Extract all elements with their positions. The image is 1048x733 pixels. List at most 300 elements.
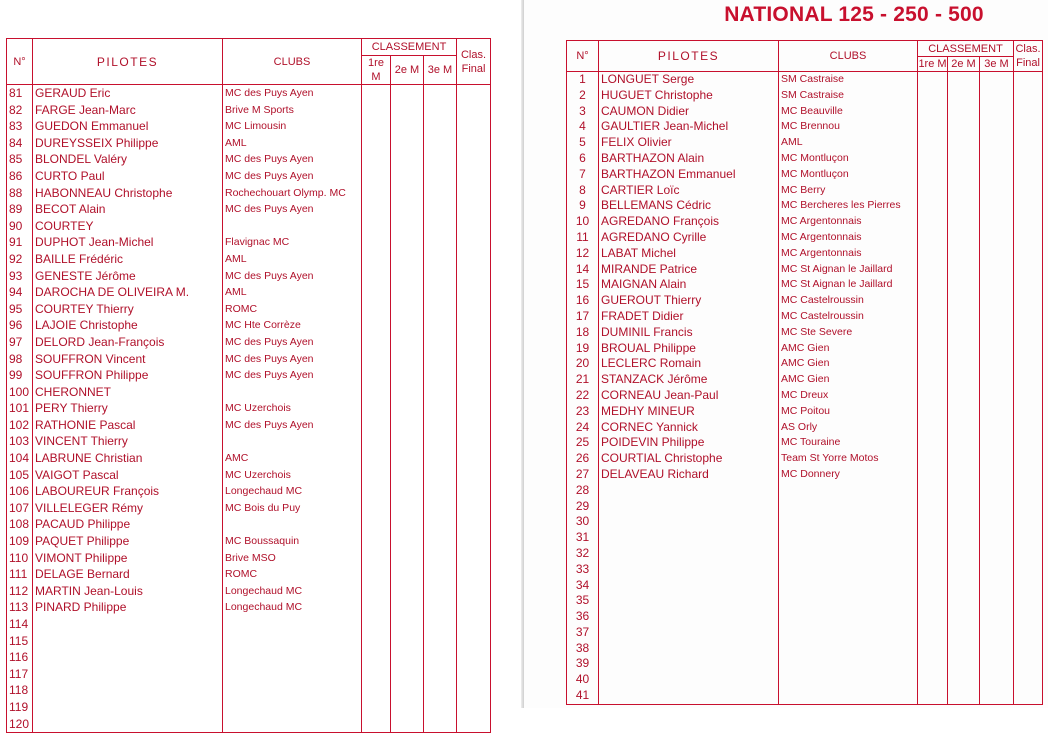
result-2e-m (948, 499, 980, 515)
table-row (7, 483, 491, 500)
result-3e-m (424, 649, 457, 666)
pilot-name (599, 641, 779, 657)
result-1re-m (918, 435, 948, 451)
header-m3: 3e M (424, 56, 457, 85)
table-row (7, 201, 491, 218)
row-number: 104 (7, 450, 33, 467)
result-1re-m (362, 583, 391, 600)
pilot-name (33, 616, 223, 633)
result-2e-m (391, 500, 424, 517)
result-3e-m (980, 688, 1014, 704)
club-name (223, 616, 362, 633)
club-name (779, 593, 918, 609)
result-2e-m (391, 682, 424, 699)
table-row (7, 616, 491, 633)
result-2e-m (391, 118, 424, 135)
result-3e-m (980, 641, 1014, 657)
result-2e-m (948, 151, 980, 167)
result-final (1014, 183, 1043, 199)
result-2e-m (391, 251, 424, 268)
pilot-name: CORNEAU Jean-Paul (599, 388, 779, 404)
row-number: 82 (7, 102, 33, 119)
result-3e-m (980, 578, 1014, 594)
result-1re-m (918, 151, 948, 167)
row-number: 20 (567, 356, 599, 372)
result-1re-m (362, 433, 391, 450)
club-name: AMC Gien (779, 341, 918, 357)
table-row (7, 102, 491, 119)
pilot-name (33, 716, 223, 733)
result-2e-m (948, 609, 980, 625)
result-final (1014, 167, 1043, 183)
result-1re-m (918, 214, 948, 230)
result-1re-m (918, 198, 948, 214)
result-1re-m (918, 88, 948, 104)
row-number: 100 (7, 384, 33, 401)
result-1re-m (918, 499, 948, 515)
right-results-table (566, 40, 1043, 705)
pilot-name: DUPHOT Jean-Michel (33, 234, 223, 251)
result-1re-m (362, 467, 391, 484)
result-2e-m (391, 384, 424, 401)
row-number: 3 (567, 104, 599, 120)
result-1re-m (918, 104, 948, 120)
result-1re-m (362, 633, 391, 650)
result-1re-m (918, 593, 948, 609)
result-final (1014, 72, 1043, 88)
result-final (457, 417, 491, 434)
row-number: 116 (7, 649, 33, 666)
header-clas-final (1014, 41, 1043, 72)
club-name (779, 625, 918, 641)
table-row (567, 593, 1043, 609)
result-final (457, 716, 491, 733)
result-3e-m (424, 85, 457, 102)
result-2e-m (948, 546, 980, 562)
result-3e-m (980, 214, 1014, 230)
pilot-name: HUGUET Christophe (599, 88, 779, 104)
result-final (1014, 420, 1043, 436)
result-2e-m (391, 566, 424, 583)
club-name: MC Argentonnais (779, 214, 918, 230)
result-1re-m (362, 218, 391, 235)
result-2e-m (391, 201, 424, 218)
table-row (7, 185, 491, 202)
result-2e-m (391, 234, 424, 251)
result-final (1014, 672, 1043, 688)
club-name: MC Ste Severe (779, 325, 918, 341)
table-row (567, 625, 1043, 641)
table-row (567, 104, 1043, 120)
result-2e-m (391, 85, 424, 102)
pilot-name: AGREDANO Cyrille (599, 230, 779, 246)
row-number: 2 (567, 88, 599, 104)
table-row (7, 500, 491, 517)
row-number: 34 (567, 578, 599, 594)
pilot-name (599, 530, 779, 546)
header-clas-final-line1: Clas. (1015, 43, 1041, 55)
result-final (1014, 372, 1043, 388)
club-name: ROMC (223, 566, 362, 583)
result-2e-m (948, 167, 980, 183)
result-final (1014, 451, 1043, 467)
pilot-name: BECOT Alain (33, 201, 223, 218)
club-name (779, 499, 918, 515)
table-row (567, 230, 1043, 246)
header-clas-final-line2: Final (1016, 57, 1040, 69)
result-final (457, 550, 491, 567)
result-1re-m (918, 356, 948, 372)
row-number: 14 (567, 262, 599, 278)
row-number: 12 (567, 246, 599, 262)
result-3e-m (980, 262, 1014, 278)
result-final (457, 583, 491, 600)
result-1re-m (362, 566, 391, 583)
table-row (567, 420, 1043, 436)
result-3e-m (980, 451, 1014, 467)
row-number: 81 (7, 85, 33, 102)
right-page-title: NATIONAL 125 - 250 - 500 (724, 3, 984, 26)
result-3e-m (980, 467, 1014, 483)
result-3e-m (980, 293, 1014, 309)
club-name: Rochechouart Olymp. MC (223, 185, 362, 202)
result-final (457, 284, 491, 301)
result-2e-m (948, 641, 980, 657)
result-1re-m (918, 420, 948, 436)
table-row (567, 435, 1043, 451)
result-final (457, 467, 491, 484)
row-number: 28 (567, 483, 599, 499)
club-name: SM Castraise (779, 72, 918, 88)
table-row (567, 214, 1043, 230)
result-1re-m (918, 656, 948, 672)
pilot-name: COURTIAL Christophe (599, 451, 779, 467)
result-3e-m (980, 530, 1014, 546)
table-row (567, 609, 1043, 625)
row-number: 22 (567, 388, 599, 404)
table-row (567, 183, 1043, 199)
result-3e-m (424, 218, 457, 235)
result-3e-m (424, 433, 457, 450)
pilot-name: BLONDEL Valéry (33, 151, 223, 168)
club-name: MC Montluçon (779, 167, 918, 183)
row-number: 19 (567, 341, 599, 357)
table-row (7, 334, 491, 351)
club-name: Longechaud MC (223, 483, 362, 500)
club-name: AML (779, 135, 918, 151)
table-row (7, 251, 491, 268)
result-3e-m (980, 119, 1014, 135)
result-3e-m (424, 317, 457, 334)
result-final (1014, 277, 1043, 293)
club-name: MC St Aignan le Jaillard (779, 262, 918, 278)
header-clas-final-line2: Final (461, 62, 486, 75)
result-3e-m (424, 185, 457, 202)
result-3e-m (980, 277, 1014, 293)
result-1re-m (362, 284, 391, 301)
result-2e-m (948, 688, 980, 704)
result-3e-m (980, 341, 1014, 357)
result-2e-m (948, 341, 980, 357)
header-classement: CLASSEMENT (362, 39, 457, 56)
result-final (1014, 656, 1043, 672)
result-3e-m (424, 716, 457, 733)
result-2e-m (948, 183, 980, 199)
result-final (1014, 104, 1043, 120)
row-number: 29 (567, 499, 599, 515)
row-number: 92 (7, 251, 33, 268)
pilot-name: CURTO Paul (33, 168, 223, 185)
result-1re-m (362, 450, 391, 467)
club-name: MC Donnery (779, 467, 918, 483)
result-3e-m (424, 467, 457, 484)
pilot-name: PACAUD Philippe (33, 516, 223, 533)
table-row (567, 514, 1043, 530)
result-1re-m (362, 682, 391, 699)
result-final (1014, 467, 1043, 483)
result-final (457, 533, 491, 550)
result-1re-m (918, 119, 948, 135)
club-name: MC Brennou (779, 119, 918, 135)
result-final (1014, 151, 1043, 167)
pilot-name: LECLERC Romain (599, 356, 779, 372)
result-2e-m (948, 372, 980, 388)
pilot-name: LABRUNE Christian (33, 450, 223, 467)
table-row (567, 546, 1043, 562)
row-number: 32 (567, 546, 599, 562)
result-final (457, 367, 491, 384)
table-row (7, 516, 491, 533)
result-final (1014, 593, 1043, 609)
result-final (1014, 578, 1043, 594)
pilot-name: COURTEY Thierry (33, 301, 223, 318)
result-final (1014, 499, 1043, 515)
result-2e-m (948, 198, 980, 214)
table-row (7, 583, 491, 600)
table-row (7, 682, 491, 699)
row-number: 117 (7, 666, 33, 683)
result-2e-m (391, 317, 424, 334)
pilot-name: LONGUET Serge (599, 72, 779, 88)
result-3e-m (980, 230, 1014, 246)
result-1re-m (362, 102, 391, 119)
table-row (567, 293, 1043, 309)
result-2e-m (948, 483, 980, 499)
pilot-name: GENESTE Jérôme (33, 268, 223, 285)
result-final (457, 483, 491, 500)
result-final (457, 516, 491, 533)
table-row (567, 72, 1043, 88)
result-3e-m (424, 450, 457, 467)
result-1re-m (362, 666, 391, 683)
result-2e-m (948, 230, 980, 246)
pilot-name (599, 609, 779, 625)
result-2e-m (948, 325, 980, 341)
club-name: MC Uzerchois (223, 467, 362, 484)
result-final (457, 85, 491, 102)
table-row (7, 633, 491, 650)
row-number: 26 (567, 451, 599, 467)
result-final (457, 301, 491, 318)
table-row (567, 167, 1043, 183)
club-name: AML (223, 284, 362, 301)
header-clubs: CLUBS (779, 41, 918, 72)
result-3e-m (980, 499, 1014, 515)
row-number: 4 (567, 119, 599, 135)
pilot-name: MEDHY MINEUR (599, 404, 779, 420)
result-final (1014, 325, 1043, 341)
result-final (457, 384, 491, 401)
result-2e-m (948, 672, 980, 688)
result-2e-m (391, 268, 424, 285)
result-3e-m (980, 483, 1014, 499)
pilot-name (599, 562, 779, 578)
result-2e-m (948, 404, 980, 420)
row-number: 109 (7, 533, 33, 550)
header-classement: CLASSEMENT (918, 41, 1014, 57)
table-row (567, 578, 1043, 594)
row-number: 25 (567, 435, 599, 451)
pilot-name (599, 546, 779, 562)
row-number: 99 (7, 367, 33, 384)
pilot-name: MARTIN Jean-Louis (33, 583, 223, 600)
result-3e-m (980, 135, 1014, 151)
result-2e-m (948, 293, 980, 309)
result-3e-m (424, 566, 457, 583)
pilot-name: SOUFFRON Vincent (33, 351, 223, 368)
club-name: MC Montluçon (779, 151, 918, 167)
result-1re-m (918, 388, 948, 404)
result-3e-m (980, 388, 1014, 404)
row-number: 94 (7, 284, 33, 301)
result-3e-m (980, 88, 1014, 104)
pilot-name: COURTEY (33, 218, 223, 235)
pilot-name (599, 688, 779, 704)
result-2e-m (391, 583, 424, 600)
pilot-name (599, 483, 779, 499)
result-3e-m (424, 599, 457, 616)
table-row (7, 716, 491, 733)
row-number: 113 (7, 599, 33, 616)
header-m1: 1re M (362, 56, 391, 85)
table-row (7, 151, 491, 168)
table-row (7, 450, 491, 467)
result-final (457, 616, 491, 633)
row-number: 86 (7, 168, 33, 185)
club-name (223, 516, 362, 533)
result-3e-m (980, 546, 1014, 562)
row-number: 95 (7, 301, 33, 318)
pilot-name (33, 649, 223, 666)
row-number: 7 (567, 167, 599, 183)
row-number: 11 (567, 230, 599, 246)
club-name (779, 483, 918, 499)
right-table-body (567, 72, 1043, 705)
table-row (7, 384, 491, 401)
result-2e-m (391, 218, 424, 235)
result-1re-m (918, 372, 948, 388)
table-row (7, 317, 491, 334)
result-final (457, 201, 491, 218)
result-1re-m (362, 185, 391, 202)
row-number: 103 (7, 433, 33, 450)
result-1re-m (918, 451, 948, 467)
result-2e-m (391, 450, 424, 467)
result-3e-m (424, 251, 457, 268)
result-2e-m (948, 262, 980, 278)
club-name: SM Castraise (779, 88, 918, 104)
result-1re-m (918, 514, 948, 530)
result-1re-m (362, 367, 391, 384)
result-3e-m (424, 284, 457, 301)
club-name (223, 649, 362, 666)
result-1re-m (362, 234, 391, 251)
result-final (457, 433, 491, 450)
row-number: 39 (567, 656, 599, 672)
pilot-name (599, 625, 779, 641)
club-name (779, 609, 918, 625)
result-final (457, 699, 491, 716)
result-1re-m (362, 301, 391, 318)
header-m1: 1re M (918, 58, 947, 70)
table-row (7, 699, 491, 716)
result-final (457, 633, 491, 650)
result-2e-m (391, 185, 424, 202)
pilot-name (599, 514, 779, 530)
result-3e-m (980, 625, 1014, 641)
result-2e-m (948, 435, 980, 451)
result-2e-m (391, 400, 424, 417)
pilot-name: PAQUET Philippe (33, 533, 223, 550)
row-number: 10 (567, 214, 599, 230)
result-final (1014, 214, 1043, 230)
result-final (1014, 388, 1043, 404)
table-row (567, 246, 1043, 262)
result-1re-m (918, 230, 948, 246)
pilot-name: DUREYSSEIX Philippe (33, 135, 223, 152)
result-3e-m (424, 616, 457, 633)
result-final (457, 400, 491, 417)
result-2e-m (948, 388, 980, 404)
row-number: 101 (7, 400, 33, 417)
table-row (7, 367, 491, 384)
result-2e-m (948, 214, 980, 230)
left-results-table (6, 38, 491, 733)
table-row (7, 649, 491, 666)
result-final (457, 450, 491, 467)
pilot-name: DELAGE Bernard (33, 566, 223, 583)
row-number: 93 (7, 268, 33, 285)
result-3e-m (424, 417, 457, 434)
pilot-name: STANZACK Jérôme (599, 372, 779, 388)
row-number: 112 (7, 583, 33, 600)
result-final (1014, 88, 1043, 104)
result-final (1014, 688, 1043, 704)
club-name: Brive M Sports (223, 102, 362, 119)
result-1re-m (918, 609, 948, 625)
row-number: 40 (567, 672, 599, 688)
table-row (567, 262, 1043, 278)
result-1re-m (918, 246, 948, 262)
club-name (779, 514, 918, 530)
club-name: MC Poitou (779, 404, 918, 420)
row-number: 96 (7, 317, 33, 334)
result-3e-m (424, 135, 457, 152)
club-name (779, 578, 918, 594)
result-3e-m (980, 672, 1014, 688)
result-1re-m (362, 550, 391, 567)
table-row (7, 118, 491, 135)
